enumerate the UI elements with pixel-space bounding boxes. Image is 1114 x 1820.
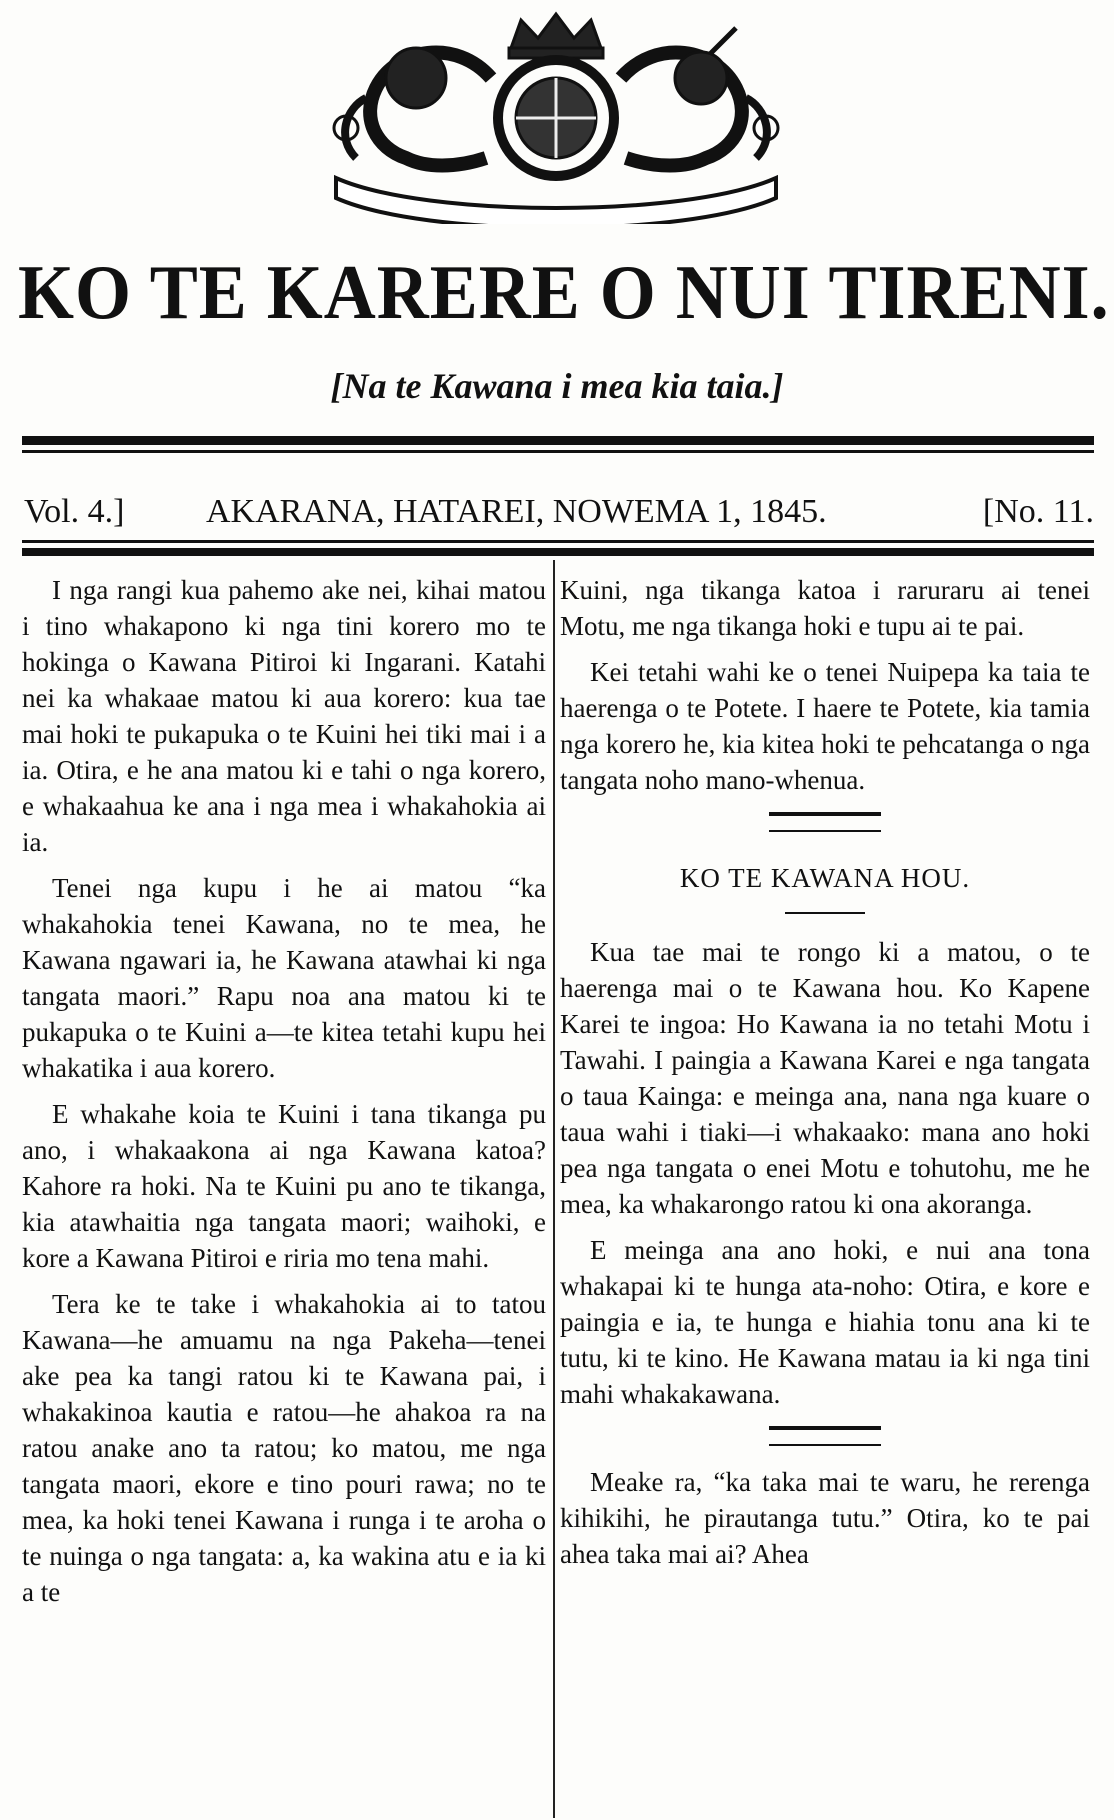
column-divider: [553, 560, 555, 1818]
dateline-rule-thick: [22, 548, 1094, 556]
section-separator: [769, 1426, 881, 1446]
place-and-date: AKARANA, HATAREI, NOWEMA 1, 1845.: [206, 493, 827, 530]
article-paragraph: Meake ra, “ka taka mai te waru, he rerenga kihikihi, he pirautanga tutu.” Otira, ko te pai ahea taka mai ai? Ahea: [560, 1467, 1090, 1569]
article-paragraph: Tera ke te take i whakahokia ai to tatou Kawana—he amuamu na nga Pakeha—tenei ake pea ka tangi ratou ki te Kawana pai, i whakakinoa kautia e ratou—he ahakoa ra na ratou anake ano ta ratou; ko matou, me nga tangata maori, ekore e tino pouri rawa; no te mea, ka hoki tenei Kawana i runga i te aroha o te nuinga o nga tangata: a, ka wakina atu e ia ki a te: [22, 1289, 546, 1607]
article-paragraph: Kua tae mai te rongo ki a matou, o te haerenga mai o te Kawana hou. Ko Kapene Karei te ingoa: Ho Kawana ia no tetahi Motu i Tawahi. I paingia a Kawana Karei e nga tangata o taua Kainga: e meinga ana, nana nga kuare o taua wahi i tiaki—i whakaako: mana ano hoki pea nga tangata o enei Motu e tohutohu, me he mea, ka whakarongo ratou ki ona akoranga.: [560, 937, 1090, 1219]
article-paragraph: Tenei nga kupu i he ai matou “ka whakahokia tenei Kawana, no te mea, he Kawana ngawari ia, he Kawana atawhai ki nga tangata maori.” Rapu noa ana matou ki te pukapuka o te Kuini a—te kitea tetahi kupu hei whakatika i aua korero.: [22, 873, 546, 1083]
newspaper-subtitle: [Na te Kawana i mea kia taia.]: [330, 366, 784, 406]
section-heading: KO TE KAWANA HOU.: [679, 863, 971, 893]
top-rule-thick: [22, 436, 1094, 445]
article-paragraph: I nga rangi kua pahemo ake nei, kihai matou i tino whakapono ki nga tini korero mo te hokinga o Kawana Pitiroi ki Ingarani. Katahi nei ka whakaae matou ki aua korero: kua tae mai hoki te pukapuka o te Kuini hei tiki mai i a ia. Otira, e he ana matou ki e tahi o nga korero, e whakaahua ke ana i nga mea i whakahokia ai ia.: [22, 575, 546, 857]
heading-rule: [785, 912, 865, 914]
issue-number: [No. 11.: [982, 493, 1094, 530]
article-paragraph: E whakahe koia te Kuini i tana tikanga pu ano, i whakaakona ai nga Kawana katoa? Kahore ra hoki. Na te Kuini pu ano te tikanga, kia atawhaitia nga tangata maori; waihoki, e kore a Kawana Pitiroi e riria mo tena mahi.: [22, 1099, 546, 1273]
top-rule-thin: [22, 450, 1094, 453]
volume-number: Vol. 4.]: [24, 493, 125, 530]
article-paragraph: Kuini, nga tikanga katoa i raruraru ai tenei Motu, me nga tikanga hoki e tupu ai te pai.: [560, 575, 1090, 641]
dateline: [24, 490, 1094, 534]
article-paragraph: Kei tetahi wahi ke o tenei Nuipepa ka taia te haerenga o te Potete. I haere te Potete, kia tamia nga korero he, kia kitea hoki te pehcatanga o nga tangata noho mano-whenua.: [560, 657, 1090, 795]
newspaper-title: KO TE KARERE O NUI TIRENI.: [18, 248, 1110, 336]
royal-coat-of-arms-icon: [306, 8, 806, 224]
section-separator: [769, 812, 881, 832]
left-column: [22, 572, 546, 1620]
article-paragraph: E meinga ana ano hoki, e nui ana tona whakapai ki te hunga ata-noho: Otira, e kore e paingia e ia, te hunga e hiahia tonu ana ki te tutu, ki te kino. He Kawana matau ia ki nga tini mahi whakakawana.: [560, 1235, 1090, 1409]
right-column: [560, 572, 1090, 1582]
dateline-rule-thin: [22, 540, 1094, 543]
